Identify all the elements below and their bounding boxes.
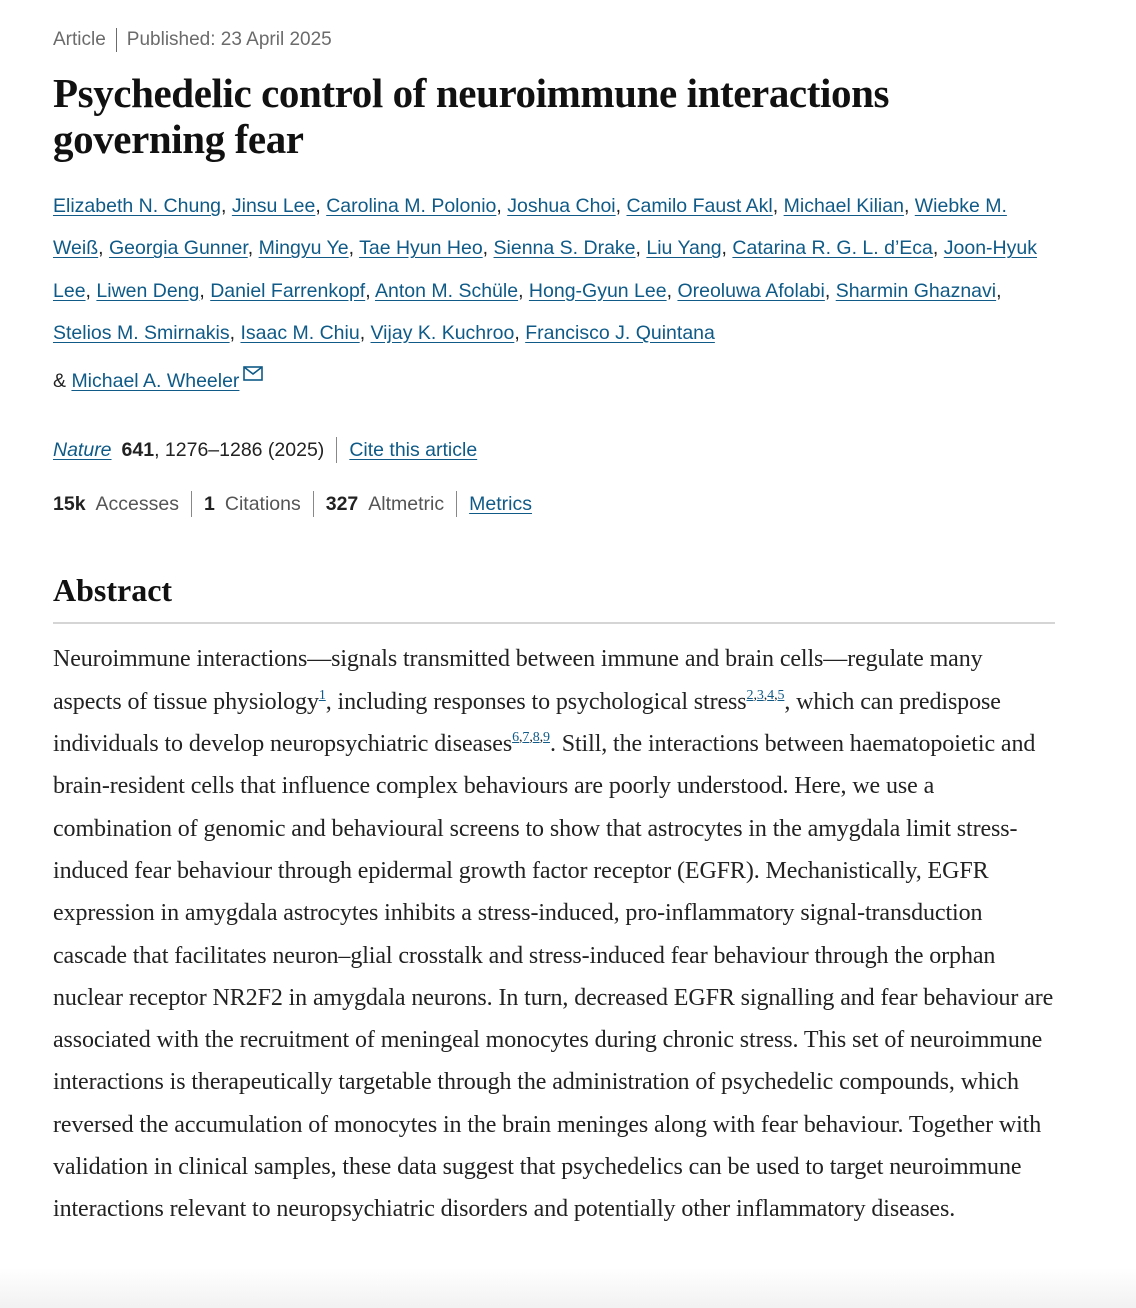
author-link[interactable]: Joon-Hyuk Lee (53, 237, 1037, 302)
author-link[interactable]: Francisco J. Quintana (525, 321, 715, 344)
author-link[interactable]: Liu Yang (646, 237, 722, 260)
reference-link[interactable]: 4 (767, 687, 775, 703)
journal-link[interactable]: Nature (53, 439, 112, 462)
author-link[interactable]: Camilo Faust Akl (626, 195, 773, 217)
author-separator: , (221, 195, 232, 217)
journal-volume: 641 (121, 439, 155, 462)
author-link[interactable]: Sienna S. Drake (493, 237, 636, 260)
reference-superscript (319, 688, 326, 703)
accesses-count: 15k (53, 493, 86, 516)
author-link[interactable]: Isaac M. Chiu (240, 321, 360, 344)
author-separator: , (348, 237, 360, 260)
reference-superscript: 6,7,8,9 (512, 730, 550, 746)
author-link[interactable]: Joshua Choi (507, 195, 616, 217)
reference-link[interactable]: 8 (532, 730, 540, 746)
author-link[interactable]: Wiebke M. Weiß (53, 195, 1007, 260)
reference-link[interactable]: 2 (746, 687, 754, 703)
author-separator: , (635, 237, 647, 260)
author-link[interactable]: Daniel Farrenkopf (210, 279, 366, 302)
author-link[interactable]: Georgia Gunner (109, 237, 248, 260)
article-title: Psychedelic control of neuroimmune interactions governing fear (53, 70, 890, 162)
article-page (53, 26, 1055, 1255)
author-separator: , (996, 279, 1002, 302)
author-link[interactable]: Liwen Deng (96, 279, 200, 302)
author-separator: , (518, 279, 529, 302)
author-separator: , (247, 237, 259, 260)
article-type: Article (53, 29, 106, 50)
altmetric-label: Altmetric (368, 493, 445, 516)
reference-link[interactable]: 9 (543, 730, 550, 746)
author-separator: , (482, 237, 494, 260)
author-list (53, 185, 1055, 402)
reference-link[interactable]: 5 (777, 687, 785, 703)
corresponding-author-link[interactable]: Michael A. Wheeler (71, 370, 240, 393)
article-meta (53, 26, 1055, 54)
author-link[interactable]: Hong-Gyun Lee (528, 279, 667, 302)
author-separator: , (932, 237, 944, 260)
metrics-link[interactable]: Metrics (469, 493, 532, 516)
author-ampersand: & (53, 370, 72, 393)
citations-count: 1 (204, 493, 215, 516)
author-separator: , (315, 195, 327, 217)
author-link[interactable]: Jinsu Lee (231, 195, 316, 217)
author-separator: , (496, 195, 508, 217)
author-link[interactable]: Mingyu Ye (258, 237, 349, 260)
abstract-text-segment: , including responses to psychological stress (325, 688, 747, 715)
author-link[interactable]: Elizabeth N. Chung (53, 195, 222, 217)
bottom-fade (0, 1268, 1136, 1308)
publish-date: Published: 23 April 2025 (126, 29, 332, 50)
meta-divider (116, 28, 117, 52)
author-link[interactable]: Catarina R. G. L. d’Eca (732, 237, 933, 260)
journal-pages-year: , 1276–1286 (2025) (154, 439, 325, 462)
author-separator: , (721, 237, 733, 260)
reference-link[interactable]: 1 (318, 687, 326, 703)
author-link[interactable]: Tae Hyun Heo (359, 237, 483, 260)
author-separator: , (98, 237, 109, 260)
abstract-text-segment: . Still, the interactions between haematopoietic and brain-resident cells that influence complex behaviours are poorly understood. Here, we use a combination of genomic and behavioural screens to show that astrocytes in the amygdala limit stress-induced fear behaviour through epidermal growth factor receptor (EGFR). Mechanistically, EGFR expression in amygdala astrocytes inhibits a stress-induced, pro-inflammatory signal-transduction cascade that facilitates neuron–glial crosstalk and stress-induced fear behaviour through the orphan nuclear receptor NR2F2 in amygdala neurons. In turn, decreased EGFR signalling and fear behaviour are associated with the recruitment of meningeal monocytes during chronic stress. This set of neuroimmune interactions is therapeutically targetable through the administration of psychedelic compounds, which reversed the accumulation of monocytes in the brain meninges along with fear behaviour. Together with validation in clinical samples, these data suggest that psychedelics can be used to target neuroimmune interactions relevant to neuropsychiatric disorders and potentially other inflammatory diseases. (53, 731, 1054, 1223)
citations-label: Citations (224, 493, 301, 516)
author-link[interactable]: Michael Kilian (783, 195, 904, 217)
author-link[interactable]: Vijay K. Kuchroo (370, 321, 515, 344)
abstract-body (53, 638, 1055, 1230)
cite-article-link[interactable]: Cite this article (349, 439, 478, 462)
author-separator: , (365, 279, 375, 302)
citation-divider (336, 437, 337, 463)
author-separator: , (199, 279, 211, 302)
accesses-label: Accesses (95, 493, 179, 516)
author-separator: , (514, 321, 526, 344)
altmetric-score: 327 (325, 493, 359, 516)
reference-superscript: 2,3,4,5 (746, 687, 785, 703)
author-separator: , (824, 279, 836, 302)
author-link[interactable]: Stelios M. Smirnakis (53, 321, 230, 344)
article-metrics (53, 490, 1055, 518)
author-separator: , (229, 321, 241, 344)
abstract-heading: Abstract (53, 570, 1055, 624)
author-separator: , (666, 279, 678, 302)
abstract-text-segment: Neuroimmune interactions—signals transmitted between immune and brain cells—regulate many aspects of tissue physiology (53, 646, 983, 715)
author-link[interactable]: Anton M. Schüle (374, 279, 519, 302)
author-separator: , (615, 195, 627, 217)
author-link[interactable]: Oreoluwa Afolabi (677, 279, 825, 302)
author-link[interactable]: Carolina M. Polonio (326, 195, 497, 217)
metrics-divider (456, 491, 457, 517)
author-separator: , (903, 195, 915, 217)
reference-link[interactable]: 6 (512, 730, 519, 746)
author-separator: , (85, 279, 97, 302)
metrics-divider (191, 491, 192, 517)
author-separator: , (772, 195, 784, 217)
citation-line (53, 436, 1055, 464)
author-link[interactable]: Sharmin Ghaznavi (835, 279, 997, 302)
metrics-divider (313, 491, 314, 517)
reference-link[interactable]: 7 (522, 730, 530, 746)
abstract-text-segment: , which can predispose individuals to develop neuropsychiatric diseases (53, 688, 1001, 758)
reference-link[interactable]: 3 (756, 687, 764, 703)
mail-icon[interactable] (243, 354, 263, 396)
author-separator: , (359, 321, 371, 344)
